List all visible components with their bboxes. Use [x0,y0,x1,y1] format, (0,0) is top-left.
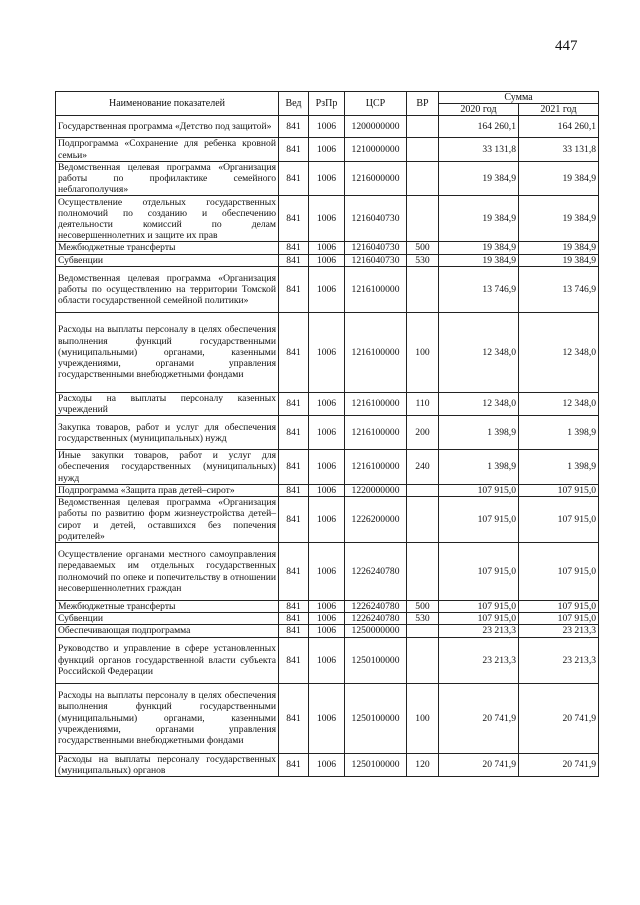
row-vr: 200 [407,416,439,450]
row-ved: 841 [279,613,309,625]
row-sum-2021: 23 213,3 [519,637,599,683]
row-csr: 1226240780 [345,543,407,601]
row-rzpr: 1006 [309,254,345,266]
row-vr [407,637,439,683]
row-sum-2021: 107 915,0 [519,497,599,543]
row-sum-2020: 19 384,9 [439,254,519,266]
row-vr: 100 [407,683,439,753]
row-csr: 1250100000 [345,637,407,683]
row-name: Субвенции [56,254,279,266]
row-csr: 1250100000 [345,753,407,776]
row-rzpr: 1006 [309,497,345,543]
row-csr: 1220000000 [345,484,407,496]
row-sum-2020: 107 915,0 [439,484,519,496]
row-name: Расходы на выплаты персоналу государственных (муниципальных) органов [56,753,279,776]
row-ved: 841 [279,254,309,266]
row-name: Межбюджетные трансферты [56,242,279,254]
row-rzpr: 1006 [309,683,345,753]
row-sum-2021: 107 915,0 [519,484,599,496]
table-row [56,138,599,161]
row-csr: 1216100000 [345,312,407,392]
row-sum-2020: 12 348,0 [439,312,519,392]
table-row [56,613,599,625]
row-name: Межбюджетные трансферты [56,601,279,613]
table-row [56,497,599,543]
row-rzpr: 1006 [309,392,345,415]
row-name: Обеспечивающая подпрограмма [56,625,279,637]
row-csr: 1216040730 [345,254,407,266]
row-ved: 841 [279,625,309,637]
row-vr [407,266,439,312]
row-rzpr: 1006 [309,613,345,625]
row-name: Осуществление отдельных государственных полномочий по созданию и обеспечению деятельности комиссий по делам несовершеннолетних и защите их прав [56,196,279,242]
header-sum: Сумма [439,92,599,104]
row-sum-2021: 33 131,8 [519,138,599,161]
row-sum-2020: 107 915,0 [439,601,519,613]
row-ved: 841 [279,266,309,312]
row-rzpr: 1006 [309,625,345,637]
row-sum-2021: 13 746,9 [519,266,599,312]
row-name: Ведомственная целевая программа «Организация работы по профилактике семейного неблагополучия» [56,161,279,196]
row-name: Субвенции [56,613,279,625]
row-ved: 841 [279,196,309,242]
row-sum-2020: 19 384,9 [439,196,519,242]
row-rzpr: 1006 [309,116,345,138]
table-row [56,196,599,242]
row-rzpr: 1006 [309,312,345,392]
row-vr: 120 [407,753,439,776]
table-row [56,637,599,683]
row-rzpr: 1006 [309,753,345,776]
row-csr: 1210000000 [345,138,407,161]
row-csr: 1226240780 [345,601,407,613]
row-ved: 841 [279,543,309,601]
row-sum-2021: 1 398,9 [519,416,599,450]
table-row [56,753,599,776]
row-ved: 841 [279,683,309,753]
header-name: Наименование показателей [56,92,279,116]
row-sum-2020: 19 384,9 [439,161,519,196]
row-ved: 841 [279,753,309,776]
row-sum-2021: 1 398,9 [519,450,599,485]
table-row [56,683,599,753]
table-row [56,242,599,254]
row-sum-2021: 164 260,1 [519,116,599,138]
row-sum-2021: 23 213,3 [519,625,599,637]
table-body [56,116,599,777]
row-sum-2020: 20 741,9 [439,683,519,753]
row-csr: 1226240780 [345,613,407,625]
row-sum-2020: 164 260,1 [439,116,519,138]
row-rzpr: 1006 [309,242,345,254]
row-sum-2020: 13 746,9 [439,266,519,312]
row-rzpr: 1006 [309,266,345,312]
header-rzpr: РзПр [309,92,345,116]
budget-table [55,91,599,777]
row-name: Подпрограмма «Сохранение для ребенка кровной семьи» [56,138,279,161]
row-vr [407,161,439,196]
table-row [56,116,599,138]
row-csr: 1216000000 [345,161,407,196]
row-sum-2021: 107 915,0 [519,613,599,625]
table-row [56,484,599,496]
row-csr: 1216100000 [345,450,407,485]
row-rzpr: 1006 [309,543,345,601]
row-name: Ведомственная целевая программа «Организация работы по развитию форм жизнеустройства детей–сирот и детей, оставшихся без попечения родителей» [56,497,279,543]
row-name: Руководство и управление в сфере установленных функций органов государственной власти субъекта Российской Федерации [56,637,279,683]
row-csr: 1250100000 [345,683,407,753]
row-vr [407,543,439,601]
row-vr: 530 [407,613,439,625]
row-ved: 841 [279,601,309,613]
row-name: Осуществление органами местного самоуправления передаваемых им отдельных государственных полномочий по опеке и попечительству в отношении несовершеннолетних граждан [56,543,279,601]
table-row [56,450,599,485]
row-vr [407,625,439,637]
row-name: Государственная программа «Детство под защитой» [56,116,279,138]
row-sum-2021: 19 384,9 [519,242,599,254]
row-ved: 841 [279,161,309,196]
table-row [56,312,599,392]
row-rzpr: 1006 [309,484,345,496]
row-rzpr: 1006 [309,416,345,450]
row-sum-2020: 107 915,0 [439,613,519,625]
table-row [56,392,599,415]
row-csr: 1216100000 [345,266,407,312]
row-vr: 500 [407,601,439,613]
header-2021: 2021 год [519,104,599,116]
row-rzpr: 1006 [309,196,345,242]
table-row [56,161,599,196]
table-row [56,266,599,312]
row-csr: 1216040730 [345,242,407,254]
table-row [56,625,599,637]
row-sum-2020: 23 213,3 [439,625,519,637]
row-vr: 530 [407,254,439,266]
row-ved: 841 [279,497,309,543]
row-name: Расходы на выплаты персоналу казенных учреждений [56,392,279,415]
row-rzpr: 1006 [309,138,345,161]
row-vr [407,484,439,496]
row-ved: 841 [279,450,309,485]
row-ved: 841 [279,416,309,450]
header-vr: ВР [407,92,439,116]
row-csr: 1216100000 [345,392,407,415]
row-rzpr: 1006 [309,601,345,613]
row-rzpr: 1006 [309,161,345,196]
table-row [56,254,599,266]
row-sum-2020: 107 915,0 [439,497,519,543]
row-vr [407,138,439,161]
row-name: Ведомственная целевая программа «Организация работы по осуществлению на территории Томской области государственной семейной политики» [56,266,279,312]
row-ved: 841 [279,484,309,496]
row-name: Иные закупки товаров, работ и услуг для обеспечения государственных (муниципальных) нужд [56,450,279,485]
row-vr: 240 [407,450,439,485]
row-sum-2021: 19 384,9 [519,196,599,242]
row-csr: 1216100000 [345,416,407,450]
row-sum-2020: 23 213,3 [439,637,519,683]
row-ved: 841 [279,116,309,138]
row-ved: 841 [279,312,309,392]
row-sum-2021: 107 915,0 [519,601,599,613]
row-ved: 841 [279,637,309,683]
table-row [56,601,599,613]
row-name: Подпрограмма «Защита прав детей–сирот» [56,484,279,496]
table-row [56,543,599,601]
row-vr [407,497,439,543]
row-csr: 1250000000 [345,625,407,637]
row-sum-2021: 12 348,0 [519,392,599,415]
row-sum-2021: 107 915,0 [519,543,599,601]
row-sum-2021: 19 384,9 [519,254,599,266]
row-vr: 100 [407,312,439,392]
table-row [56,416,599,450]
row-name: Закупка товаров, работ и услуг для обеспечения государственных (муниципальных) нужд [56,416,279,450]
row-sum-2020: 33 131,8 [439,138,519,161]
header-csr: ЦСР [345,92,407,116]
row-sum-2020: 20 741,9 [439,753,519,776]
row-sum-2020: 107 915,0 [439,543,519,601]
row-csr: 1216040730 [345,196,407,242]
row-sum-2021: 12 348,0 [519,312,599,392]
row-vr: 110 [407,392,439,415]
row-rzpr: 1006 [309,450,345,485]
header-2020: 2020 год [439,104,519,116]
row-sum-2020: 19 384,9 [439,242,519,254]
row-sum-2021: 20 741,9 [519,753,599,776]
row-csr: 1200000000 [345,116,407,138]
row-vr [407,116,439,138]
page-number: 447 [555,38,578,54]
row-sum-2021: 19 384,9 [519,161,599,196]
row-ved: 841 [279,392,309,415]
row-rzpr: 1006 [309,637,345,683]
row-name: Расходы на выплаты персоналу в целях обеспечения выполнения функций государственными (муниципальными) органами, казенными учреждениями, органами управления государственными внебюджетными фондами [56,312,279,392]
row-sum-2020: 1 398,9 [439,416,519,450]
header-ved: Вед [279,92,309,116]
row-sum-2020: 12 348,0 [439,392,519,415]
row-vr [407,196,439,242]
row-csr: 1226200000 [345,497,407,543]
row-vr: 500 [407,242,439,254]
row-name: Расходы на выплаты персоналу в целях обеспечения выполнения функций государственными (муниципальными) органами, казенными учреждениями, органами управления государственными внебюджетными фондами [56,683,279,753]
row-ved: 841 [279,138,309,161]
row-sum-2021: 20 741,9 [519,683,599,753]
row-ved: 841 [279,242,309,254]
row-sum-2020: 1 398,9 [439,450,519,485]
